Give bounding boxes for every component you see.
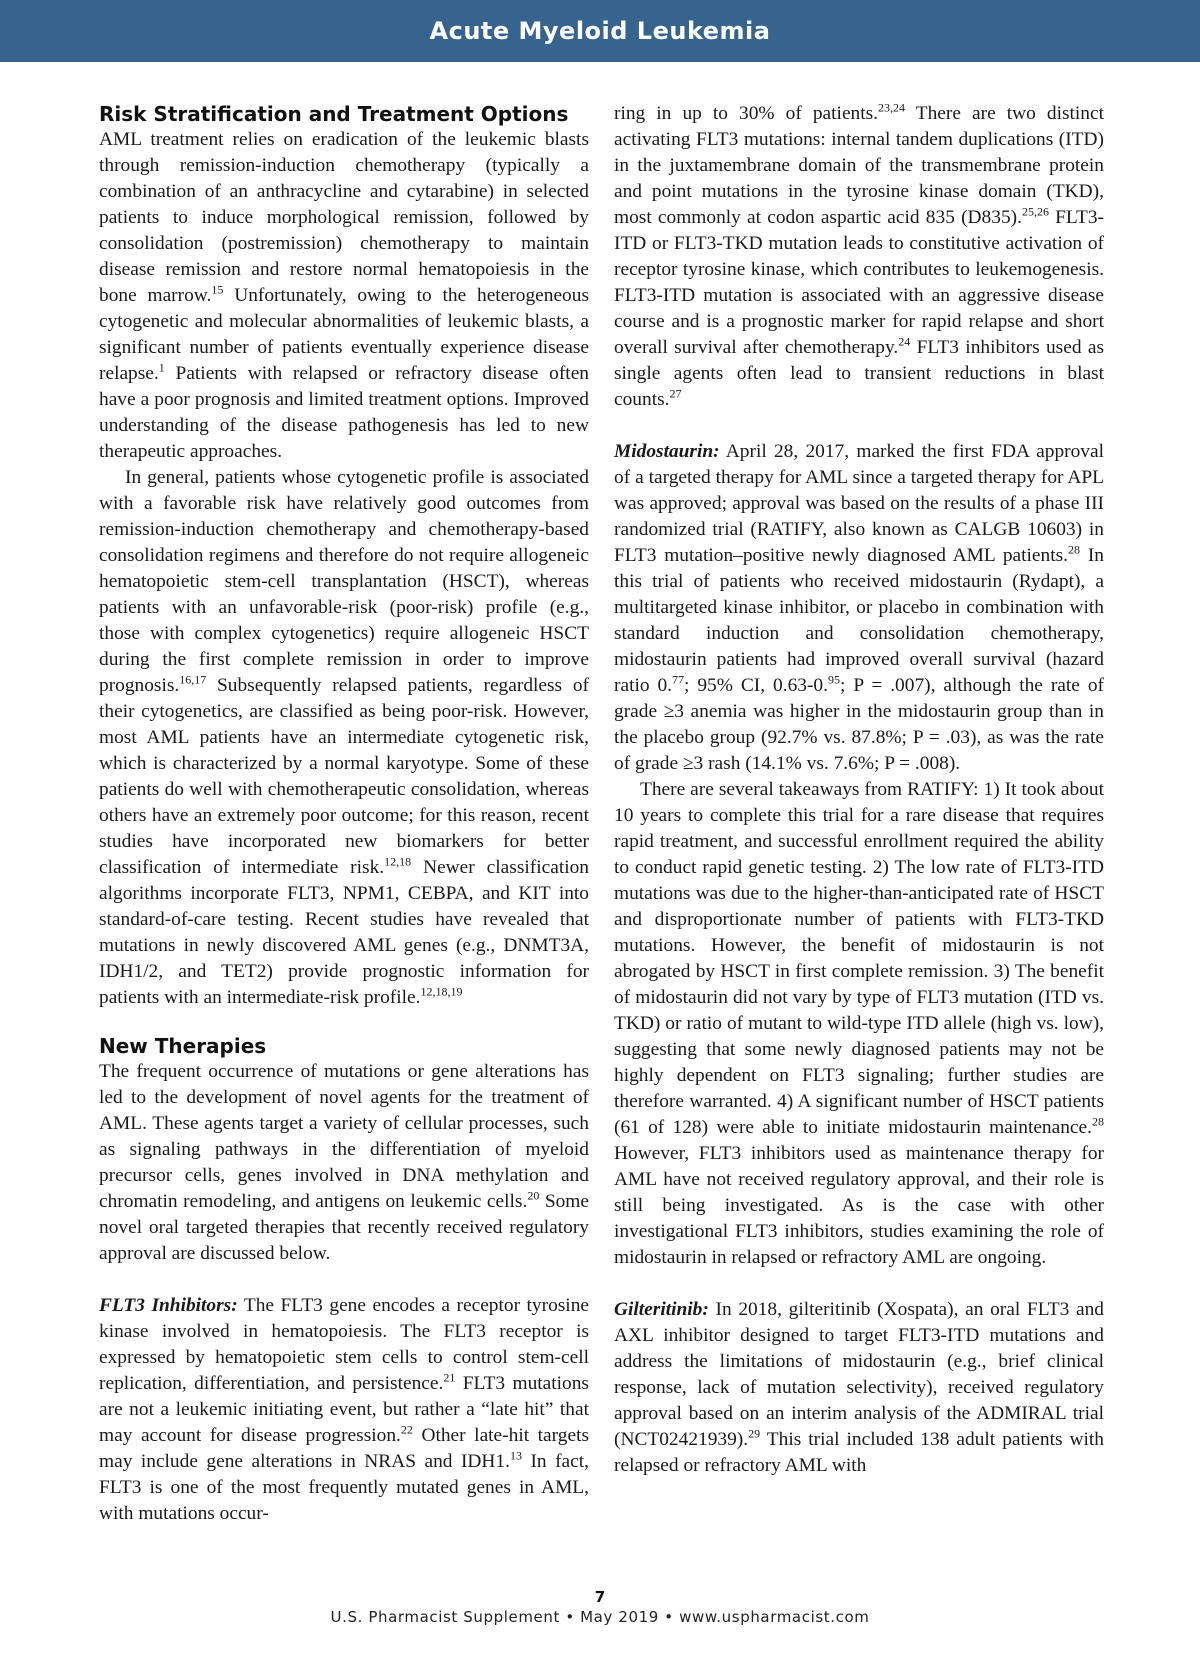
paragraph-gilteritinib — [614, 1297, 1104, 1479]
paragraph-ratify-takeaways: There are several takeaways from RATIFY: 1) It took about 10 years to complete this trial for a rare disease that requires rapid treatment, and successful enrollment required the ability to conduct rapid genetic testing. 2) The low rate of FLT3-ITD mutations was due to the higher-than-anticipated rate of HSCT and disproportionate number of patients with FLT3-TKD mutations. However, the benefit of midostaurin is not abrogated by HSCT in first complete remission. 3) The benefit of midostaurin did not vary by type of FLT3 mutation (ITD vs. TKD) or ratio of mutant to wild-type ITD allele (high vs. low), suggesting that some newly diagnosed patients may not be highly dependent on FLT3 signaling; further studies are therefore warranted. 4) A significant number of HSCT patients (61 of 128) were able to initiate midostaurin maintenance.$^{28}$ However, FLT3 inhibitors used as maintenance therapy for AML have not received regulatory approval, and their role is still being investigated. As is the case with other investigational FLT3 inhibitors, studies examining the role of midostaurin in relapsed or refractory AML are ongoing. — [614, 779, 1104, 1268]
citation-ref: 29 — [748, 1426, 761, 1441]
journal-section-title: Acute Myeloid Leukemia — [429, 17, 771, 45]
citation-ref: 28 — [1068, 542, 1080, 557]
run-in-heading-midostaurin: Midostaurin: — [614, 441, 720, 462]
paragraph-aml-treatment: AML treatment relies on eradication of the leukemic blasts through remission-induction chemotherapy (typically a combination of an anthracycline and cytarabine) in selected patients to induce morphological remission, followed by consolidation (postremission) chemotherapy to maintain disease remission and restore normal hematopoiesis in the bone marrow.$^{15}$ Unfortunately, owing to the heterogeneous cytogenetic and molecular abnormalities of leukemic blasts, a significant number of patients eventually experience disease relapse.$^1$ Patients with relapsed or refractory disease often have a poor prognosis and limited treatment options. Improved understanding of the disease pathogenesis has led to new therapeutic approaches. — [99, 129, 589, 462]
citation-ref: 12,18,19 — [420, 984, 463, 999]
paragraph-flt3-inhibitors — [99, 1293, 589, 1527]
gilteritinib-body-text: In 2018, gilteritinib (Xospata), an oral FLT3 and AXL inhibitor designed to target FLT3-ITD mutations and address the limitations of midostaurin (e.g., brief clinical response, lack of mutation selectivity), received regulatory approval based on an interim analysis of the ADMIRAL trial (NCT02421939).$^{29}$ This trial included 138 adult patients with relapsed or refractory AML with — [614, 1299, 1104, 1476]
citation-ref: 24 — [898, 334, 911, 349]
paragraph-flt3-continued: ring in up to 30% of patients.$^{23,24}$ There are two distinct activating FLT3 mutations: internal tandem duplications (ITD) in the juxtamembrane domain of the transmembrane protein and point mutations in the tyrosine kinase domain (TKD), most commonly at codon aspartic acid 835 (D835).$^{25,26}$ FLT3-ITD or FLT3-TKD mutation leads to constitutive activation of receptor tyrosine kinase, which contributes to leukemogenesis. FLT3-ITD mutation is associated with an aggressive disease course and is a prognostic marker for rapid relapse and short overall survival after chemotherapy.$^{24}$ FLT3 inhibitors used as single agents often lead to transient reductions in blast counts.$^{27}$ — [614, 100, 1105, 410]
run-in-heading-gilteritinib: Gilteritinib: — [614, 1299, 709, 1320]
midostaurin-body-text: April 28, 2017, marked the first FDA approval of a targeted therapy for AML since a targeted therapy for APL was approved; approval was based on the results of a phase III randomized trial (RATIFY, also known as CALGB 10603) in FLT3 mutation–positive newly diagnosed AML patients.$^{28}$ In this trial of patients who received midostaurin (Rydapt), a multitargeted kinase inhibitor, or placebo in combination with standard induction and consolidation chemotherapy, midostaurin patients had improved overall survival (hazard ratio 0.77; 95% CI, 0.63-0.95; P = .007), although the rate of grade ≥3 anemia was higher in the midostaurin group than in the placebo group (92.7% vs. 87.8%; P = .03), as was the rate of grade ≥3 rash (14.1% vs. 7.6%; P = .008). — [614, 441, 1104, 774]
citation-ref: 25,26 — [1021, 204, 1049, 219]
flt3-body-text: The FLT3 gene encodes a receptor tyrosine kinase involved in hematopoiesis. The FLT3 receptor is expressed by hematopoietic stem cells to control stem-cell replication, differentiation, and persistence.$^{21}$ FLT3 mutations are not a leukemic initiating event, but rather a “late hit” that may account for disease progression.$^{22}$ Other late-hit targets may include gene alterations in NRAS and IDH1.13 In fact, FLT3 is one of the most frequently mutated genes in AML, with mutations occur- — [99, 1295, 589, 1524]
right-column — [614, 101, 1104, 1479]
paragraph-new-therapies: The frequent occurrence of mutations or gene alterations has led to the development of novel agents for the treatment of AML. These agents target a variety of cellular processes, such as signaling pathways in the differentiation of myeloid precursor cells, genes involved in DNA methylation and chromatin remodeling, and antigens on leukemic cells.$^{20}$ Some novel oral targeted therapies that recently received regulatory approval are discussed below. — [99, 1061, 589, 1264]
citation-ref: 28 — [1092, 1114, 1104, 1129]
citation-ref: 77 — [672, 672, 685, 687]
section-heading-new-therapies: New Therapies — [99, 1034, 267, 1058]
citation-ref: 20 — [527, 1188, 540, 1203]
paragraph-midostaurin — [614, 439, 1104, 777]
section-heading-risk-stratification: Risk Stratification and Treatment Options — [99, 102, 569, 126]
citation-ref: 95 — [827, 672, 840, 687]
running-header-banner — [0, 0, 1200, 62]
citation-ref: 23,24 — [878, 100, 906, 115]
citation-ref: 12,18 — [384, 854, 412, 869]
left-column — [99, 101, 589, 1527]
citation-ref: 21 — [443, 1370, 456, 1385]
citation-ref: 13 — [509, 1448, 522, 1463]
paragraph-cytogenetic-profile: In general, patients whose cytogenetic profile is associated with a favorable risk have relatively good outcomes from remission-induction chemotherapy and chemotherapy-based consolidation regimens and therefore do not require allogeneic hematopoietic stem-cell transplantation (HSCT), whereas patients with an unfavorable-risk (poor-risk) profile (e.g., those with complex cytogenetics) require allogeneic HSCT during the first complete remission in order to improve prognosis.$^{16,17}$ Subsequently relapsed patients, regardless of their cytogenetics, are classified as being poor-risk. However, most AML patients have an intermediate cytogenetic risk, which is characterized by a normal karyotype. Some of these patients do well with chemotherapeutic consolidation, whereas others have an extremely poor outcome; for this reason, recent studies have incorporated new biomarkers for better classification of intermediate risk.$^{12,18}$ Newer classification algorithms incorporate FLT3, NPM1, CEBPA, and KIT into standard-of-care testing. Recent studies have revealed that mutations in newly discovered AML genes (e.g., DNMT3A, IDH1/2, and TET2) provide prognostic information for patients with an intermediate-risk profile.$^{12,18,19}$ — [99, 467, 589, 1008]
citation-ref: 27 — [669, 386, 682, 401]
citation-ref: 22 — [400, 1422, 413, 1437]
page-number: 7 — [594, 1588, 606, 1606]
citation-ref: 16,17 — [179, 672, 207, 687]
citation-ref: 15 — [211, 282, 224, 297]
run-in-heading-flt3: FLT3 Inhibitors: — [99, 1295, 238, 1316]
citation-ref: 1 — [158, 360, 165, 375]
footer-publication-line: U.S. Pharmacist Supplement • May 2019 • www.uspharmacist.com — [330, 1608, 870, 1626]
